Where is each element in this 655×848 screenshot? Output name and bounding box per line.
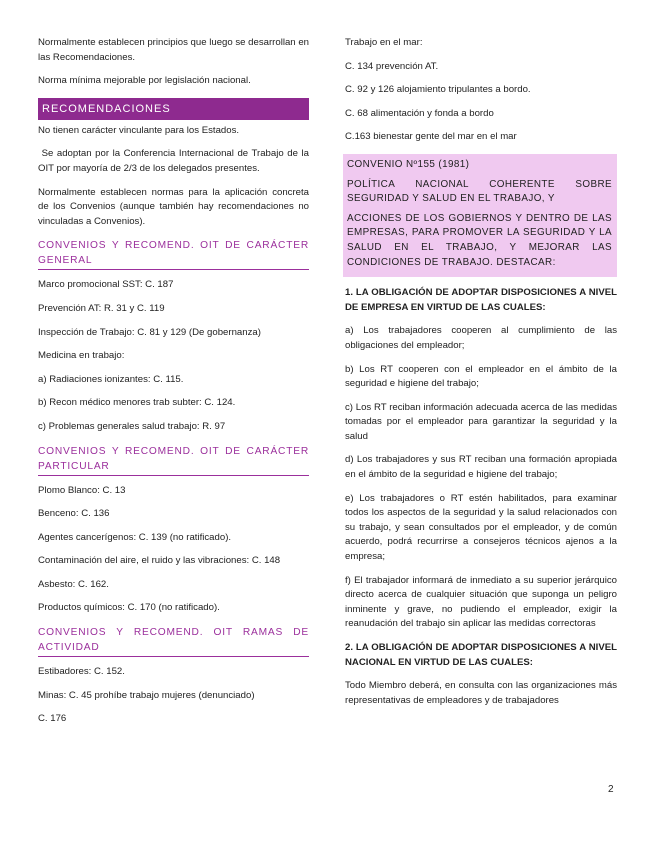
list-item: b) Los RT cooperen con el empleador en el ámbito de la seguridad e higiene del trabajo; [345, 363, 617, 390]
right-column [345, 36, 617, 717]
list-item: Trabajo en el mar: [345, 37, 423, 48]
list-item: Productos químicos: C. 170 (no ratificado). [38, 602, 220, 614]
page-number: 2 [608, 784, 614, 795]
list-item: Marco promocional SST: C. 187 [38, 279, 174, 291]
list-item: C. 92 y 126 alojamiento tripulantes a bordo. [345, 84, 531, 96]
list-item: c) Los RT reciban información adecuada acerca de las medidas tomadas por el empleador para garantizar la seguridad y la salud [345, 401, 617, 442]
convenio-paragraph: ACCIONES DE LOS GOBIERNOS Y DENTRO DE LAS EMPRESAS, PARA PROMOVER LA SEGURIDAD Y LA SALUD EN EL TRABAJO, Y MEJORAR LAS CONDICIONES DE TRABAJO. DESTACAR: [347, 212, 612, 268]
list-item: Contaminación del aire, el ruido y las vibraciones: C. 148 [38, 555, 281, 567]
list-item: C. 134 prevención AT. [345, 60, 439, 72]
list-item: d) Los trabajadores y sus RT reciban una formación apropiada en el ámbito de la seguridad e higiene del trabajo; [345, 454, 617, 481]
list-item: a) Los trabajadores cooperen al cumplimiento de las obligaciones del empleador; [345, 325, 617, 351]
section-title-ramas: CONVENIOS Y RECOMEND. OIT RAMAS DE ACTIVIDAD [38, 625, 309, 657]
rec-paragraph: Se adoptan por la Conferencia Internacional de Trabajo de la OIT por mayoría de 2/3 de los delegados presentes. [38, 148, 312, 174]
convenio-paragraph: POLÍTICA NACIONAL COHERENTE SOBRE SEGURIDAD Y SALUD EN EL TRABAJO, Y [347, 178, 612, 205]
intro-paragraph: Normalmente establecen principios que luego se desarrollan en las Recomendaciones. [38, 37, 309, 63]
list-item: b) Recon médico menores trab subter: C. 124. [38, 397, 236, 409]
rec-paragraph: No tienen carácter vinculante para los Estados. [38, 124, 240, 136]
list-item: Estibadores: C. 152. [38, 666, 125, 678]
intro-paragraph-2: Norma mínima mejorable por legislación nacional. [38, 75, 251, 87]
list-item: C.163 bienestar gente del mar en el mar [345, 131, 517, 143]
list-item: Prevención AT: R. 31 y C. 119 [38, 302, 165, 314]
list-item: f) El trabajador informará de inmediato a su superior jerárquico directo acerca de cualquier situación que suponga un peligro inminente y grave, no pudiendo el empleador, exigir la reanudación del trabajo sin aplicar las medidas correctoras [345, 574, 617, 630]
recomendaciones-header: RECOMENDACIONES [38, 98, 309, 120]
rec-paragraph: Normalmente establecen normas para la aplicación concreta de los Convenios (aunque también hay recomendaciones no vinculadas a Convenios). [38, 186, 309, 227]
convenio-155-box [343, 154, 617, 277]
list-item: a) Radiaciones ionizantes: C. 115. [38, 373, 184, 385]
left-column [38, 36, 312, 736]
obligation-heading-1: 1. LA OBLIGACIÓN DE ADOPTAR DISPOSICIONES A NIVEL DE EMPRESA EN VIRTUD DE LAS CUALES: [345, 287, 617, 313]
section-title-general: CONVENIOS Y RECOMEND. OIT DE CARÁCTER GENERAL [38, 238, 309, 270]
list-item: c) Problemas generales salud trabajo: R. 97 [38, 420, 226, 432]
list-item: C. 176 [38, 713, 67, 725]
list-item: C. 68 alimentación y fonda a bordo [345, 107, 494, 119]
closing-paragraph: Todo Miembro deberá, en consulta con las organizaciones más representativas de empleadores y de trabajadores [345, 680, 617, 706]
list-item: Agentes cancerígenos: C. 139 (no ratificado). [38, 531, 232, 543]
list-item: Minas: C. 45 prohíbe trabajo mujeres (denunciado) [38, 689, 255, 701]
convenio-title: CONVENIO Nº155 (1981) [347, 158, 470, 170]
list-item: Asbesto: C. 162. [38, 578, 109, 590]
list-item: e) Los trabajadores o RT estén habilitados, para examinar todos los aspectos de la seguridad y la salud relacionados con su trabajo, y sean consultados por el empleador, y de común acuerdo, podrá recurrirse a consejeros técnicos ajenos a la empresa; [345, 492, 617, 563]
list-item: Plomo Blanco: C. 13 [38, 484, 126, 496]
section-title-particular: CONVENIOS Y RECOMEND. OIT DE CARÁCTER PARTICULAR [38, 444, 309, 476]
list-item: Benceno: C. 136 [38, 508, 110, 520]
list-item: Medicina en trabajo: [38, 350, 125, 362]
list-item: Inspección de Trabajo: C. 81 y 129 (De gobernanza) [38, 326, 261, 338]
obligation-heading-2: 2. LA OBLIGACIÓN DE ADOPTAR DISPOSICIONES A NIVEL NACIONAL EN VIRTUD DE LAS CUALES: [345, 642, 617, 668]
